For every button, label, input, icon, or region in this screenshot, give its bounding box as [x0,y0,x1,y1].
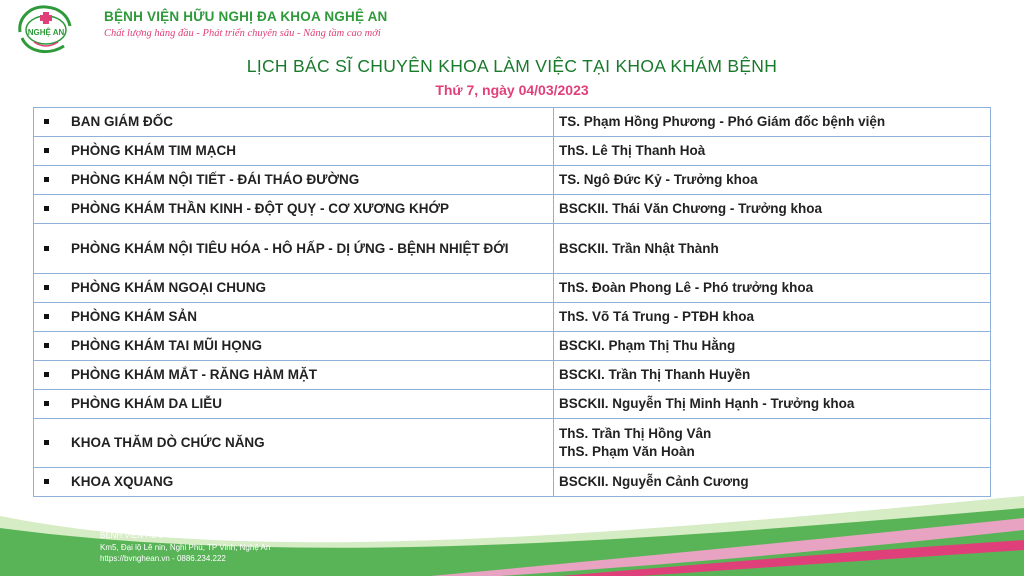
department-cell [34,274,554,303]
doctor-name: ThS. Đoàn Phong Lê - Phó trưởng khoa [559,280,814,295]
header [0,0,1024,60]
doctor-cell [554,468,991,497]
department-cell [34,137,554,166]
department-name: PHÒNG KHÁM NỘI TIÊU HÓA - HÔ HẤP - DỊ ỨNG - BỆNH NHIỆT ĐỚI [71,240,509,256]
doctor-cell [554,166,991,195]
doctor-cell [554,137,991,166]
bullet-icon [44,177,49,182]
schedule-row [34,332,991,361]
footer-info [100,530,270,565]
department-name: PHÒNG KHÁM THẦN KINH - ĐỘT QUỴ - CƠ XƯƠNG KHỚP [71,201,449,216]
department-cell [34,195,554,224]
bullet-icon [44,206,49,211]
schedule-row [34,137,991,166]
footer-address: Km5, Đại lộ Lê nin, Nghi Phú, TP Vinh, Nghệ An [100,542,271,552]
doctor-name: TS. Phạm Hồng Phương - Phó Giám đốc bệnh viện [559,114,886,129]
department-name: KHOA XQUANG [71,474,174,489]
department-cell [34,419,554,468]
doctor-cell [554,419,991,468]
hospital-slogan: Chất lượng hàng đầu - Phát triển chuyên sâu - Nâng tầm cao mới [104,28,381,39]
bullet-icon [44,440,49,445]
doctor-name: BSCKII. Thái Văn Chương - Trưởng khoa [559,201,823,216]
schedule-row [34,195,991,224]
schedule-row [34,303,991,332]
department-cell [34,108,554,137]
bullet-icon [44,314,49,319]
footer-hospital-name: BỆNH VIỆN HỮU NGHỊ ĐA KHOA NGHỆ AN [100,531,262,540]
doctor-name: ThS. Trần Thị Hồng Vân [559,426,712,441]
department-name: KHOA THĂM DÒ CHỨC NĂNG [71,435,265,450]
logo-text: NGHỆ AN [27,28,65,37]
doctor-cell [554,224,991,274]
doctor-name: TS. Ngô Đức Kỷ - Trưởng khoa [559,172,758,187]
schedule-row [34,224,991,274]
bullet-icon [44,285,49,290]
bullet-icon [44,401,49,406]
schedule-row [34,390,991,419]
schedule-row [34,274,991,303]
footer-contact: https://bvnghean.vn - 0886.234.222 [100,554,226,563]
doctor-cell [554,108,991,137]
doctor-cell [554,303,991,332]
department-cell [34,303,554,332]
doctor-name: BSCKII. Nguyễn Thị Minh Hạnh - Trưởng khoa [559,396,855,411]
doctor-name: BSCKI. Phạm Thị Thu Hằng [559,338,736,353]
bullet-icon [44,148,49,153]
department-cell [34,468,554,497]
doctor-name: BSCKII. Trần Nhật Thành [559,240,719,256]
doctor-cell [554,332,991,361]
doctor-name: ThS. Lê Thị Thanh Hoà [559,143,706,158]
doctor-name: ThS. Võ Tá Trung - PTĐH khoa [559,309,755,324]
department-cell [34,390,554,419]
hospital-name: BỆNH VIỆN HỮU NGHỊ ĐA KHOA NGHỆ AN [104,9,388,24]
department-name: PHÒNG KHÁM DA LIỄU [71,396,222,411]
schedule-row [34,361,991,390]
department-cell [34,361,554,390]
department-cell [34,166,554,195]
doctor-cell [554,390,991,419]
department-name: BAN GIÁM ĐỐC [71,114,173,129]
department-name: PHÒNG KHÁM NGOẠI CHUNG [71,280,266,295]
schedule-row [34,419,991,468]
doctor-name: ThS. Phạm Văn Hoàn [559,444,695,459]
schedule-row [34,468,991,497]
doctor-name: BSCKII. Nguyễn Cảnh Cương [559,474,749,489]
schedule-row [34,166,991,195]
page-title: LỊCH BÁC SĨ CHUYÊN KHOA LÀM VIỆC TẠI KHOA KHÁM BỆNH [246,56,778,76]
bullet-icon [44,246,49,251]
department-name: PHÒNG KHÁM TIM MẠCH [71,143,236,158]
department-cell [34,332,554,361]
schedule-table [33,107,991,497]
department-name: PHÒNG KHÁM MẮT - RĂNG HÀM MẶT [71,367,317,382]
department-name: PHÒNG KHÁM NỘI TIẾT - ĐÁI THÁO ĐƯỜNG [71,172,360,187]
schedule-row [34,108,991,137]
department-cell [34,224,554,274]
doctor-cell [554,361,991,390]
doctor-name: BSCKI. Trần Thị Thanh Huyền [559,367,751,382]
schedule-date: Thứ 7, ngày 04/03/2023 [435,82,589,98]
bullet-icon [44,479,49,484]
doctor-cell [554,195,991,224]
hospital-logo-icon [14,4,86,56]
department-name: PHÒNG KHÁM TAI MŨI HỌNG [71,338,262,353]
bullet-icon [44,372,49,377]
doctor-cell [554,274,991,303]
bullet-icon [44,119,49,124]
department-name: PHÒNG KHÁM SẢN [71,309,198,324]
bullet-icon [44,343,49,348]
